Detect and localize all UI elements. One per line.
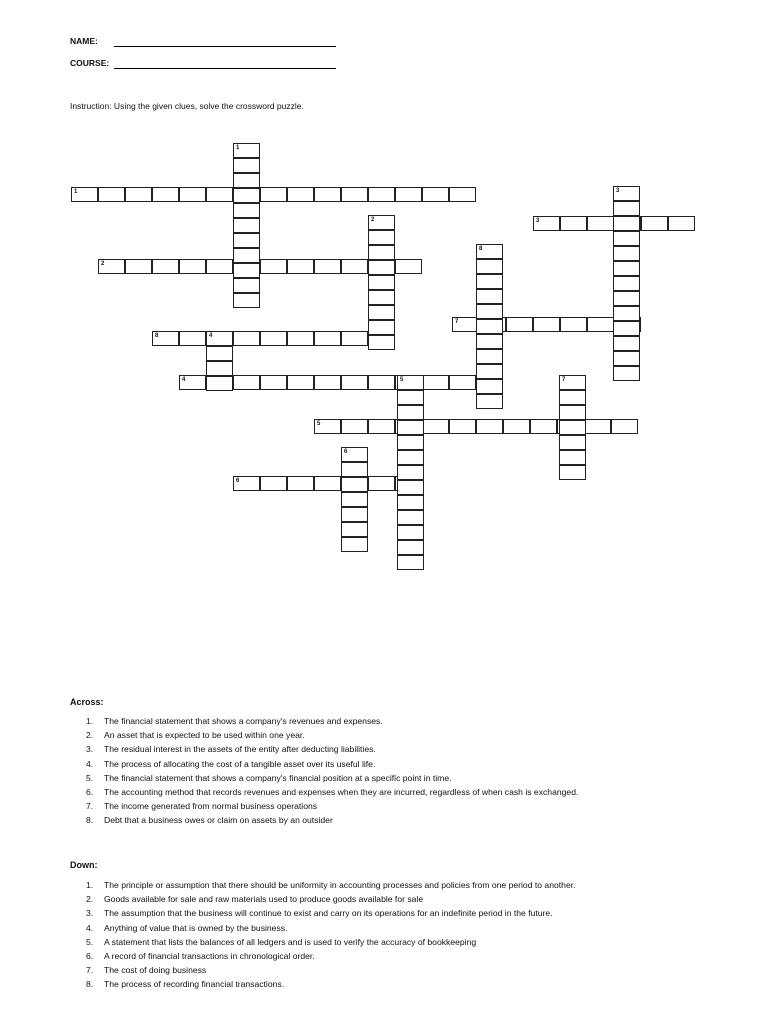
crossword-cell[interactable]	[559, 405, 586, 420]
crossword-cell[interactable]	[287, 375, 314, 390]
crossword-cell[interactable]	[314, 187, 341, 202]
down-heading: Down:	[70, 860, 98, 870]
crossword-cell[interactable]	[476, 334, 503, 349]
crossword-cell[interactable]	[559, 390, 586, 405]
crossword-cell[interactable]	[98, 187, 125, 202]
crossword-cell[interactable]	[152, 187, 179, 202]
crossword-cell[interactable]	[613, 231, 640, 246]
crossword-cell[interactable]	[152, 259, 179, 274]
crossword-cell[interactable]	[560, 317, 587, 332]
down-clue: 2. Goods available for sale and raw materials used to produce goods available for sale	[86, 894, 424, 905]
across-clue: 6. The accounting method that records revenues and expenses when they are incurred, regardless of when cash is exchanged.	[86, 786, 579, 797]
crossword-cell[interactable]	[476, 274, 503, 289]
crossword-cell[interactable]	[98, 259, 125, 274]
crossword-cell[interactable]	[341, 522, 368, 537]
crossword-cell[interactable]	[613, 336, 640, 351]
down-clue: 6. A record of financial transactions in chronological order.	[86, 950, 315, 961]
crossword-cell[interactable]	[179, 187, 206, 202]
crossword-cell[interactable]	[613, 276, 640, 291]
crossword-cell[interactable]	[395, 187, 422, 202]
crossword-cell[interactable]	[503, 419, 530, 434]
crossword-cell[interactable]	[314, 331, 341, 346]
crossword-cell[interactable]	[314, 259, 341, 274]
crossword-cell[interactable]	[341, 187, 368, 202]
across-clue-list	[86, 714, 578, 828]
crossword-cell[interactable]	[206, 259, 233, 274]
crossword-cell[interactable]	[476, 244, 503, 259]
across-clue-number: 5	[317, 421, 321, 427]
crossword-cell[interactable]	[341, 507, 368, 522]
crossword-cell[interactable]	[368, 260, 395, 275]
crossword-cell[interactable]	[395, 259, 422, 274]
crossword-cell[interactable]	[452, 317, 479, 332]
crossword-cell[interactable]	[422, 419, 449, 434]
crossword-cell[interactable]	[506, 317, 533, 332]
crossword-cell[interactable]	[233, 331, 260, 346]
crossword-cell[interactable]	[476, 259, 503, 274]
crossword-cell[interactable]	[449, 419, 476, 434]
crossword-cell[interactable]	[449, 375, 476, 390]
crossword-cell[interactable]	[287, 476, 314, 491]
across-clue: 4. The process of allocating the cost of a tangible asset over its useful life.	[86, 758, 376, 769]
across-clue-number: 3	[536, 218, 540, 224]
down-clue-number: 7	[562, 377, 566, 383]
crossword-cell[interactable]	[368, 320, 395, 335]
crossword-cell[interactable]	[341, 419, 368, 434]
crossword-cell[interactable]	[314, 375, 341, 390]
down-clue: 5. A statement that lists the balances of all ledgers and is used to verify the accuracy of bookkeeping	[86, 936, 477, 947]
instruction-text: Instruction: Using the given clues, solve the crossword puzzle.	[70, 101, 304, 111]
crossword-cell[interactable]	[397, 420, 424, 435]
crossword-cell[interactable]	[233, 278, 260, 293]
crossword-cell[interactable]	[613, 321, 640, 336]
crossword-cell[interactable]	[587, 317, 614, 332]
down-clue-number: 6	[344, 449, 348, 455]
crossword-cell[interactable]	[559, 375, 586, 390]
crossword-cell[interactable]	[476, 379, 503, 394]
crossword-cell[interactable]	[368, 419, 395, 434]
crossword-cell[interactable]	[476, 419, 503, 434]
crossword-cell[interactable]	[530, 419, 557, 434]
crossword-cell[interactable]	[125, 259, 152, 274]
crossword-cell[interactable]	[397, 510, 424, 525]
crossword-cell[interactable]	[422, 187, 449, 202]
crossword-cell[interactable]	[233, 263, 260, 278]
crossword-cell[interactable]	[611, 419, 638, 434]
crossword-cell[interactable]	[341, 375, 368, 390]
across-clue: 5. The financial statement that shows a company's financial position at a specific point in time.	[86, 772, 452, 783]
crossword-cell[interactable]	[125, 187, 152, 202]
crossword-cell[interactable]	[533, 216, 560, 231]
crossword-cell[interactable]	[476, 319, 503, 334]
crossword-cell[interactable]	[233, 293, 260, 308]
crossword-cell[interactable]	[341, 331, 368, 346]
crossword-cell[interactable]	[368, 187, 395, 202]
crossword-cell[interactable]	[314, 476, 341, 491]
down-clue-number: 5	[400, 377, 404, 383]
crossword-cell[interactable]	[206, 331, 233, 346]
crossword-cell[interactable]	[341, 537, 368, 552]
across-clue: 2. An asset that is expected to be used within one year.	[86, 730, 305, 741]
across-clue-number: 8	[155, 333, 159, 339]
across-clue-number: 4	[182, 377, 186, 383]
crossword-cell[interactable]	[206, 361, 233, 376]
crossword-cell[interactable]	[206, 376, 233, 391]
crossword-cell[interactable]	[179, 331, 206, 346]
crossword-cell[interactable]	[206, 346, 233, 361]
crossword-cell[interactable]	[613, 201, 640, 216]
crossword-cell[interactable]	[397, 525, 424, 540]
crossword-cell[interactable]	[613, 261, 640, 276]
crossword-cell[interactable]	[233, 375, 260, 390]
crossword-cell[interactable]	[260, 375, 287, 390]
crossword-cell[interactable]	[368, 375, 395, 390]
crossword-cell[interactable]	[368, 215, 395, 230]
crossword-cell[interactable]	[71, 187, 98, 202]
crossword-cell[interactable]	[314, 419, 341, 434]
crossword-cell[interactable]	[341, 462, 368, 477]
crossword-cell[interactable]	[533, 317, 560, 332]
name-label: NAME:	[70, 36, 98, 46]
crossword-cell[interactable]	[260, 259, 287, 274]
crossword-cell[interactable]	[476, 304, 503, 319]
crossword-cell[interactable]	[287, 259, 314, 274]
down-clue-number: 2	[371, 217, 375, 223]
crossword-cell[interactable]	[397, 495, 424, 510]
across-clue: 3. The residual interest in the assets of the entity after deducting liabilities.	[86, 744, 376, 755]
crossword-cell[interactable]	[476, 364, 503, 379]
crossword-cell[interactable]	[368, 290, 395, 305]
down-clue: 3. The assumption that the business will continue to exist and carry on its operations for an indefinite period in the future.	[86, 908, 553, 919]
crossword-cell[interactable]	[341, 447, 368, 462]
crossword-cell[interactable]	[476, 289, 503, 304]
crossword-cell[interactable]	[613, 366, 640, 381]
crossword-cell[interactable]	[559, 435, 586, 450]
crossword-cell[interactable]	[397, 390, 424, 405]
crossword-cell[interactable]	[613, 351, 640, 366]
crossword-cell[interactable]	[368, 305, 395, 320]
crossword-cell[interactable]	[422, 375, 449, 390]
crossword-cell[interactable]	[476, 349, 503, 364]
crossword-cell[interactable]	[233, 248, 260, 263]
crossword-cell[interactable]	[397, 375, 424, 390]
crossword-cell[interactable]	[368, 335, 395, 350]
crossword-cell[interactable]	[559, 465, 586, 480]
crossword-cell[interactable]	[179, 375, 206, 390]
crossword-cell[interactable]	[206, 187, 233, 202]
down-clue-number: 4	[209, 333, 213, 339]
crossword-cell[interactable]	[397, 480, 424, 495]
across-clue: 7. The income generated from normal business operations	[86, 801, 318, 812]
across-clue-number: 6	[236, 478, 240, 484]
crossword-cell[interactable]	[368, 275, 395, 290]
crossword-cell[interactable]	[233, 233, 260, 248]
crossword-cell[interactable]	[287, 187, 314, 202]
crossword-cell[interactable]	[613, 291, 640, 306]
crossword-cell[interactable]	[476, 394, 503, 409]
down-clue-number: 3	[616, 188, 620, 194]
crossword-cell[interactable]	[368, 245, 395, 260]
crossword-cell[interactable]	[179, 259, 206, 274]
crossword-cell[interactable]	[397, 405, 424, 420]
crossword-cell[interactable]	[233, 476, 260, 491]
crossword-cell[interactable]	[233, 203, 260, 218]
crossword-cell[interactable]	[341, 477, 368, 492]
down-clue-list	[86, 878, 576, 992]
down-clue: 7. The cost of doing business	[86, 965, 207, 976]
down-clue: 8. The process of recording financial transactions.	[86, 979, 285, 990]
crossword-cell[interactable]	[397, 555, 424, 570]
crossword-cell[interactable]	[559, 420, 586, 435]
crossword-cell[interactable]	[233, 143, 260, 158]
down-clue-number: 8	[479, 246, 483, 252]
crossword-cell[interactable]	[397, 540, 424, 555]
across-clue-number: 2	[101, 261, 105, 267]
across-clue-number: 1	[74, 189, 78, 195]
crossword-cell[interactable]	[341, 492, 368, 507]
crossword-cell[interactable]	[233, 218, 260, 233]
down-clue: 1. The principle or assumption that there should be uniformity in accounting processes and policies from one period to another.	[86, 880, 576, 890]
crossword-cell[interactable]	[397, 450, 424, 465]
crossword-cell[interactable]	[613, 306, 640, 321]
crossword-cell[interactable]	[613, 186, 640, 201]
crossword-cell[interactable]	[613, 246, 640, 261]
crossword-cell[interactable]	[341, 259, 368, 274]
across-clue: 1. The financial statement that shows a company's revenues and expenses.	[86, 716, 383, 726]
crossword-cell[interactable]	[260, 187, 287, 202]
down-clue-number: 1	[236, 145, 240, 151]
crossword-cell[interactable]	[641, 216, 668, 231]
crossword-cell[interactable]	[668, 216, 695, 231]
crossword-cell[interactable]	[233, 173, 260, 188]
across-heading: Across:	[70, 697, 104, 707]
crossword-cell[interactable]	[584, 419, 611, 434]
crossword-cell[interactable]	[560, 216, 587, 231]
crossword-cell[interactable]	[260, 476, 287, 491]
down-clue: 4. Anything of value that is owned by the business.	[86, 922, 288, 933]
crossword-cell[interactable]	[613, 216, 640, 231]
course-label: COURSE:	[70, 58, 110, 68]
crossword-cell[interactable]	[559, 450, 586, 465]
crossword-cell[interactable]	[287, 331, 314, 346]
across-clue: 8. Debt that a business owes or claim on assets by an outsider	[86, 815, 333, 826]
crossword-cell[interactable]	[397, 435, 424, 450]
crossword-cell[interactable]	[587, 216, 614, 231]
crossword-cell[interactable]	[449, 187, 476, 202]
crossword-cell[interactable]	[152, 331, 179, 346]
crossword-cell[interactable]	[260, 331, 287, 346]
crossword-cell[interactable]	[368, 230, 395, 245]
across-clue-number: 7	[455, 319, 459, 325]
crossword-cell[interactable]	[368, 476, 395, 491]
crossword-cell[interactable]	[397, 465, 424, 480]
crossword-cell[interactable]	[233, 158, 260, 173]
crossword-cell[interactable]	[233, 188, 260, 203]
